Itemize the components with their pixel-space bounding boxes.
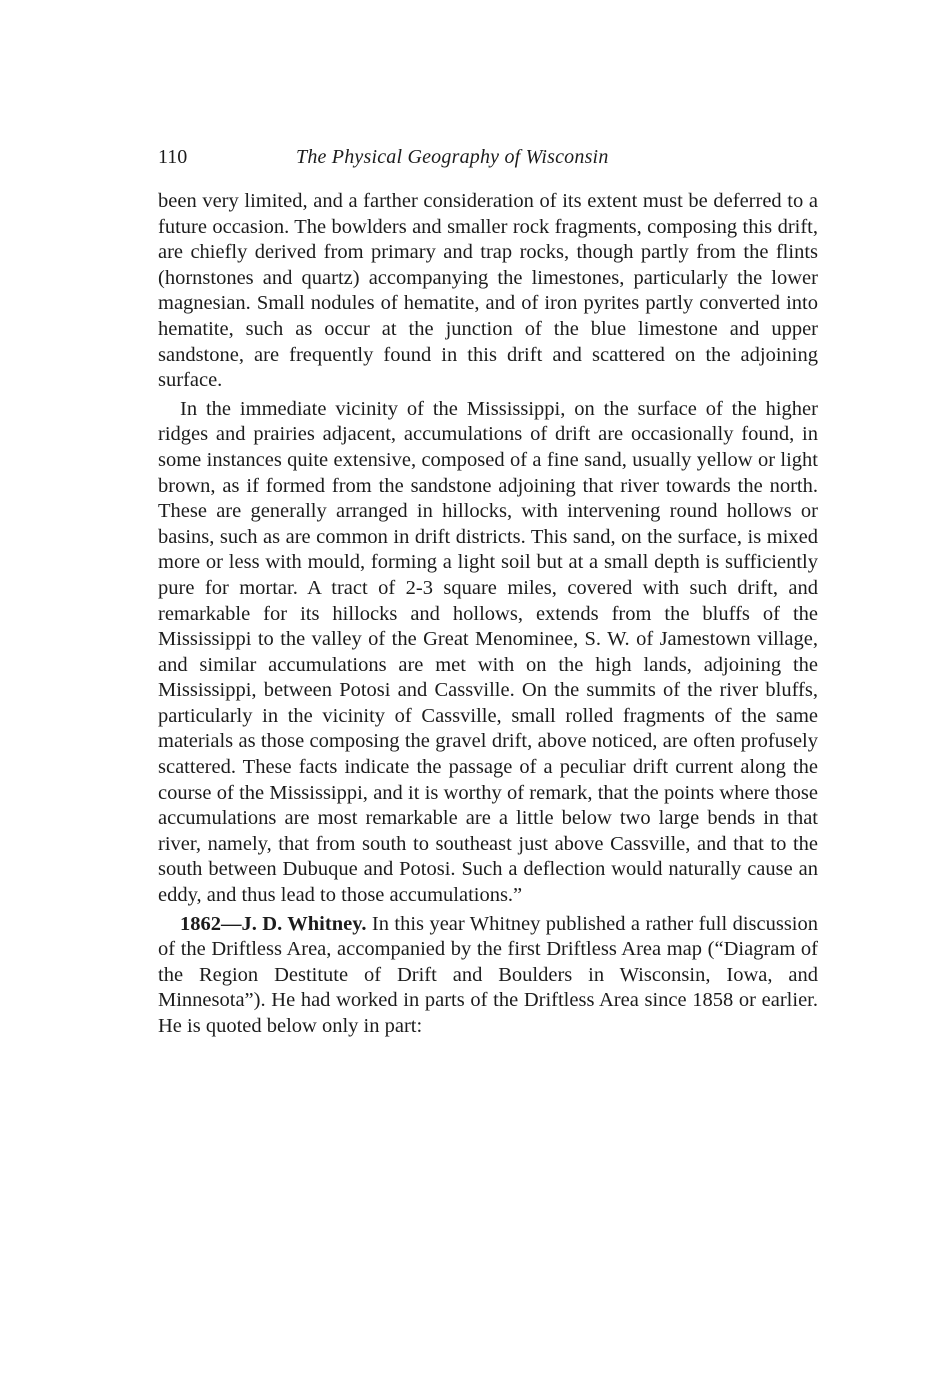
body-text [158, 189, 818, 1040]
paragraph-continued: been very limited, and a farther consideration of its extent must be deferred to a future occasion. The bowlders and smaller rock fragments, composing this drift, are chiefly derived from primary and trap rocks, though partly from the flints (hornstones and quartz) accompanying the limestones, particularly the lower magnesian. Small nodules of hematite, and of iron pyrites partly converted into hematite, such as occur at the junction of the blue limestone and upper sandstone, are frequently found in this drift and scattered on the adjoining surface. [158, 190, 818, 392]
paragraph-mississippi-drift: In the immediate vicinity of the Mississippi, on the surface of the higher ridges and prairies adjacent, accumulations of drift are occasionally found, in some instances quite extensive, composed of a fine sand, usually yellow or light brown, as if formed from the sandstone adjoining that river towards the north. These are generally arranged in hillocks, with intervening round hollows or basins, such as are common in drift districts. This sand, on the surface, is mixed more or less with mould, forming a light soil but at a small depth is sufficiently pure for mortar. A tract of 2-3 square miles, covered with such drift, and remarkable for its hillocks and hollows, extends from the bluffs of the Mississippi to the valley of the Great Menominee, S. W. of Jamestown village, and similar accumulations are met with on the high lands, adjoining the Mississippi, between Potosi and Cassville. On the summits of the river bluffs, particularly in the vicinity of Cassville, small rolled fragments of the same materials as those composing the gravel drift, above noticed, are often profusely scattered. These facts indicate the passage of a peculiar drift current along the course of the Mississippi, and it is worthy of remark, that the points where those accumulations are most remarkable are a little below two large bends in that river, namely, that from south to southeast just above Cassville, and that to the south between Dubuque and Potosi. Such a deflection would naturally cause an eddy, and thus lead to those accumulations.” [158, 397, 818, 907]
paragraph-lead-heading: 1862—J. D. Whitney. [180, 912, 367, 935]
page-header [158, 142, 818, 172]
paragraph-whitney [158, 912, 818, 1040]
running-title: The Physical Geography of Wisconsin [296, 146, 609, 168]
paragraph-whitney-text: In this year Whitney published a rather full discussion of the Driftless Area, accompanied by the first Driftless Area map (“Diagram of the Region Destitute of Drift and Boulders in Wisconsin, Iowa, and Minnesota”). He had worked in parts of the Driftless Area since 1858 or earlier. He is quoted below only in part: [158, 912, 818, 1037]
page-number: 110 [158, 146, 188, 168]
